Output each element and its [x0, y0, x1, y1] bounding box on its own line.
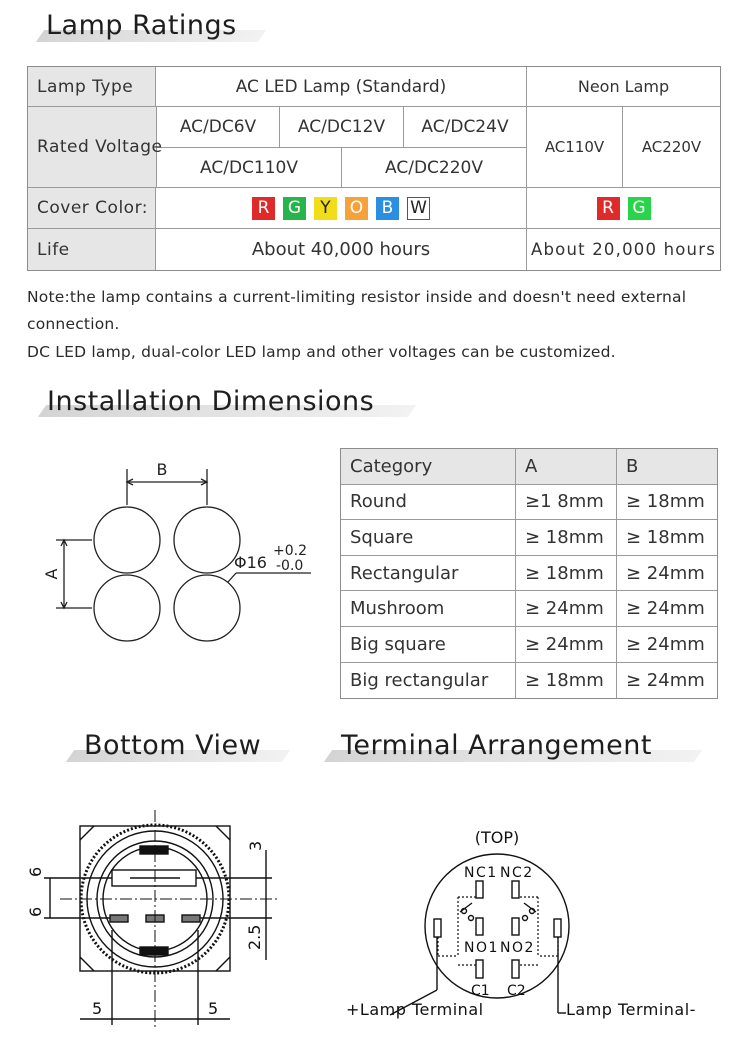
- hole-circle: [94, 575, 160, 641]
- row-label-rated-voltage: Rated Voltage: [28, 107, 156, 188]
- color-chip-red: R: [597, 197, 620, 220]
- label-lamp-plus: +Lamp Terminal: [346, 1000, 484, 1019]
- voltage-cell: [280, 107, 404, 148]
- bottom-view-drawing: [0, 800, 300, 1039]
- header-category: Category: [341, 449, 516, 484]
- tolerance-plus: +0.2: [273, 543, 307, 559]
- label-no1: NO1: [464, 940, 499, 956]
- label-c2: C2: [507, 983, 526, 999]
- cell-b: ≥ 24mm: [626, 562, 705, 584]
- header-a: A: [516, 449, 617, 484]
- cell-a: ≥ 18mm: [516, 663, 617, 699]
- cell-category: Rectangular: [341, 556, 516, 591]
- cell-b: ≥ 24mm: [626, 598, 705, 620]
- hole-circle: [174, 507, 240, 573]
- table-row: [341, 591, 717, 627]
- voltage-ac110v: AC110V: [544, 138, 605, 156]
- label-lamp-minus: Lamp Terminal-: [566, 1000, 696, 1019]
- section-title-lamp-ratings: Lamp Ratings: [46, 10, 237, 41]
- voltage-cell: [527, 107, 623, 188]
- led-lamp-name: AC LED Lamp (Standard): [156, 67, 527, 107]
- cell-category: Round: [341, 485, 516, 520]
- neon-lamp-name: Neon Lamp: [527, 67, 720, 107]
- cell-a: ≥ 18mm: [516, 556, 617, 591]
- hole-circle: [174, 575, 240, 641]
- lamp-ratings-table: [27, 66, 721, 271]
- table-row: [341, 627, 717, 663]
- dim-label-b: B: [156, 460, 168, 479]
- header-b: B: [626, 455, 639, 477]
- section-title-bottom-view: Bottom View: [84, 730, 262, 761]
- section-title-installation: Installation Dimensions: [47, 386, 375, 417]
- voltage-acdc6v: AC/DC6V: [179, 117, 257, 137]
- cell-category: Big rectangular: [341, 663, 516, 699]
- note-line-3: DC LED lamp, dual-color LED lamp and other voltages can be customized.: [27, 343, 616, 361]
- dim-right-bottom: 2.5: [245, 924, 264, 950]
- label-no2: NO2: [500, 940, 535, 956]
- color-chip-blue: B: [376, 197, 399, 220]
- voltage-cell: [404, 107, 527, 148]
- neon-color-chips: [527, 188, 720, 229]
- cell-a: ≥ 24mm: [516, 627, 617, 662]
- cell-category: Big square: [341, 627, 516, 662]
- dim-left-bottom: 6: [26, 906, 45, 917]
- voltage-acdc110v: AC/DC110V: [200, 157, 298, 178]
- top-label: (TOP): [474, 828, 520, 847]
- dim-bottom-left: 5: [92, 999, 103, 1018]
- cell-a: ≥ 18mm: [516, 520, 617, 555]
- led-color-chips: [156, 188, 527, 229]
- voltage-ac220v: AC220V: [641, 138, 702, 156]
- label-c1: C1: [471, 983, 490, 999]
- hole-circle: [94, 507, 160, 573]
- voltage-acdc24v: AC/DC24V: [421, 117, 509, 137]
- color-chip-green: G: [628, 197, 651, 220]
- label-nc2: NC2: [500, 865, 534, 881]
- table-row: [341, 663, 717, 699]
- neon-life: About 20,000 hours: [531, 240, 716, 259]
- led-life: About 40,000 hours: [156, 229, 527, 270]
- dim-label-a: A: [42, 568, 61, 580]
- cell-b: ≥ 18mm: [626, 491, 705, 513]
- cell-category: Square: [341, 520, 516, 555]
- terminal-arrangement-drawing: [340, 815, 740, 1039]
- color-chip-orange: O: [345, 197, 368, 220]
- voltage-cell: [156, 148, 342, 188]
- color-chip-red: R: [252, 197, 275, 220]
- dim-right-top: 3: [246, 840, 265, 851]
- cell-b: ≥ 18mm: [626, 526, 705, 548]
- voltage-acdc12v: AC/DC12V: [297, 117, 386, 137]
- row-label-cover-color: Cover Color:: [28, 188, 156, 229]
- dim-bottom-right: 5: [208, 999, 219, 1018]
- installation-drawing: [40, 455, 330, 645]
- cell-a: ≥1 8mm: [516, 485, 617, 520]
- table-row: [341, 520, 717, 556]
- label-nc1: NC1: [464, 865, 498, 881]
- note-line-2: connection.: [27, 315, 120, 333]
- note-line-1: Note:the lamp contains a current-limiting resistor inside and doesn't need external: [27, 288, 687, 306]
- table-header-row: [341, 449, 717, 485]
- color-chip-white: W: [407, 197, 430, 220]
- voltage-cell: [623, 107, 720, 188]
- cell-b: ≥ 24mm: [626, 633, 705, 655]
- voltage-cell: [342, 148, 527, 188]
- cell-b: ≥ 24mm: [626, 669, 705, 691]
- cell-category: Mushroom: [341, 591, 516, 626]
- diameter-label: Φ16: [234, 553, 267, 572]
- tolerance-minus: -0.0: [276, 558, 304, 574]
- section-title-terminal: Terminal Arrangement: [341, 730, 652, 761]
- voltage-cell: [156, 107, 280, 148]
- table-row: [341, 556, 717, 592]
- color-chip-yellow: Y: [314, 197, 337, 220]
- color-chip-green: G: [283, 197, 306, 220]
- dim-left-top: 6: [26, 866, 45, 877]
- dimensions-table: [340, 448, 718, 699]
- table-row: [341, 485, 717, 521]
- voltage-acdc220v: AC/DC220V: [385, 157, 483, 178]
- row-label-lamp-type: Lamp Type: [28, 67, 156, 107]
- cell-a: ≥ 24mm: [516, 591, 617, 626]
- row-label-life: Life: [28, 229, 156, 270]
